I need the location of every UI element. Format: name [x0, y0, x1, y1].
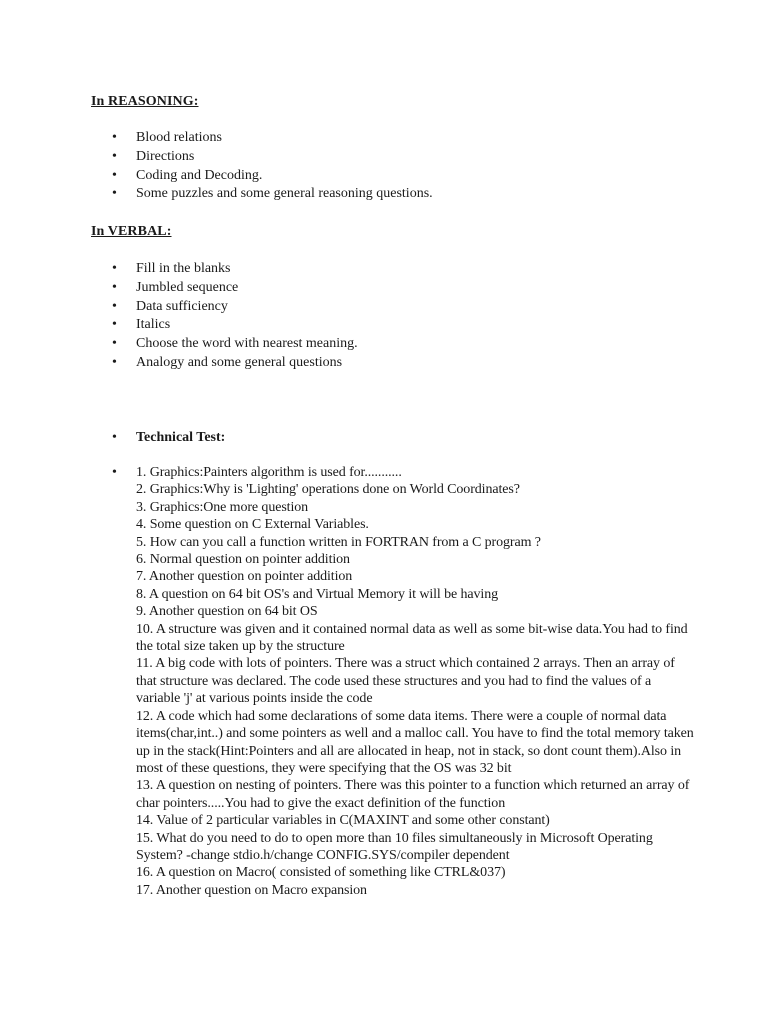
question-item: 5. How can you call a function written in FORTRAN from a C program ? [136, 534, 541, 550]
bullet-icon: • [112, 465, 117, 480]
question-item: 15. What do you need to do to open more than 10 files simultaneously in Microsoft Operating System? -change stdio.h/change CONFIG.SYS/compiler dependent [136, 830, 653, 863]
question-item: 8. A question on 64 bit OS's and Virtual Memory it will be having [136, 586, 499, 602]
list-item: • Jumbled sequence [0, 279, 358, 298]
list-item: • Data sufficiency [0, 298, 358, 317]
verbal-list [0, 260, 358, 373]
list-item: • Analogy and some general questions [0, 354, 358, 373]
question-item: 11. A big code with lots of pointers. There was a struct which contained 2 arrays. Then an array of that structure was declared. The code used these structures and you had to find the values of a variable 'j' at various points inside the code [136, 656, 675, 707]
question-item: 16. A question on Macro( consisted of something like CTRL&037) [136, 865, 506, 881]
reasoning-heading: In REASONING: [91, 94, 199, 109]
list-item: • Blood relations [0, 129, 433, 148]
question-item: 1. Graphics:Painters algorithm is used for........... [136, 465, 402, 480]
list-item: • Directions [0, 148, 433, 167]
list-item: • Choose the word with nearest meaning. [0, 335, 358, 354]
question-item: 6. Normal question on pointer addition [136, 552, 350, 568]
list-item: • Fill in the blanks [0, 260, 358, 279]
question-item: 17. Another question on Macro expansion [136, 882, 367, 898]
reasoning-list [0, 129, 433, 204]
technical-test-heading: • Technical Test: [0, 429, 225, 447]
technical-question-list [136, 464, 696, 899]
question-item: 7. Another question on pointer addition [136, 569, 353, 585]
list-item: • Italics [0, 316, 358, 335]
list-item: • Coding and Decoding. [0, 167, 433, 186]
verbal-heading: In VERBAL: [91, 224, 172, 239]
list-item: • Some puzzles and some general reasoning questions. [0, 185, 433, 204]
question-item: 2. Graphics:Why is 'Lighting' operations done on World Coordinates? [136, 482, 520, 498]
question-item: 4. Some question on C External Variables. [136, 517, 369, 533]
question-item: 12. A code which had some declarations of some data items. There were a couple of normal data items(char,int..) and some pointers as well and a malloc call. You have to find the total memory taken up in the stack(Hint:Pointers and all are allocated in heap, not in stack, so dont count them).Also in most of these questions, they were specifying that the OS was 32 bit [136, 708, 694, 776]
question-item: 3. Graphics:One more question [136, 499, 309, 515]
question-item: 14. Value of 2 particular variables in C(MAXINT and some other constant) [136, 813, 550, 829]
question-item: 9. Another question on 64 bit OS [136, 604, 318, 620]
question-item: 13. A question on nesting of pointers. There was this pointer to a function which returned an array of char pointers.....You had to give the exact definition of the function [136, 778, 690, 811]
question-item: 10. A structure was given and it contained normal data as well as some bit-wise data.You had to find the total size taken up by the structure [136, 621, 688, 655]
